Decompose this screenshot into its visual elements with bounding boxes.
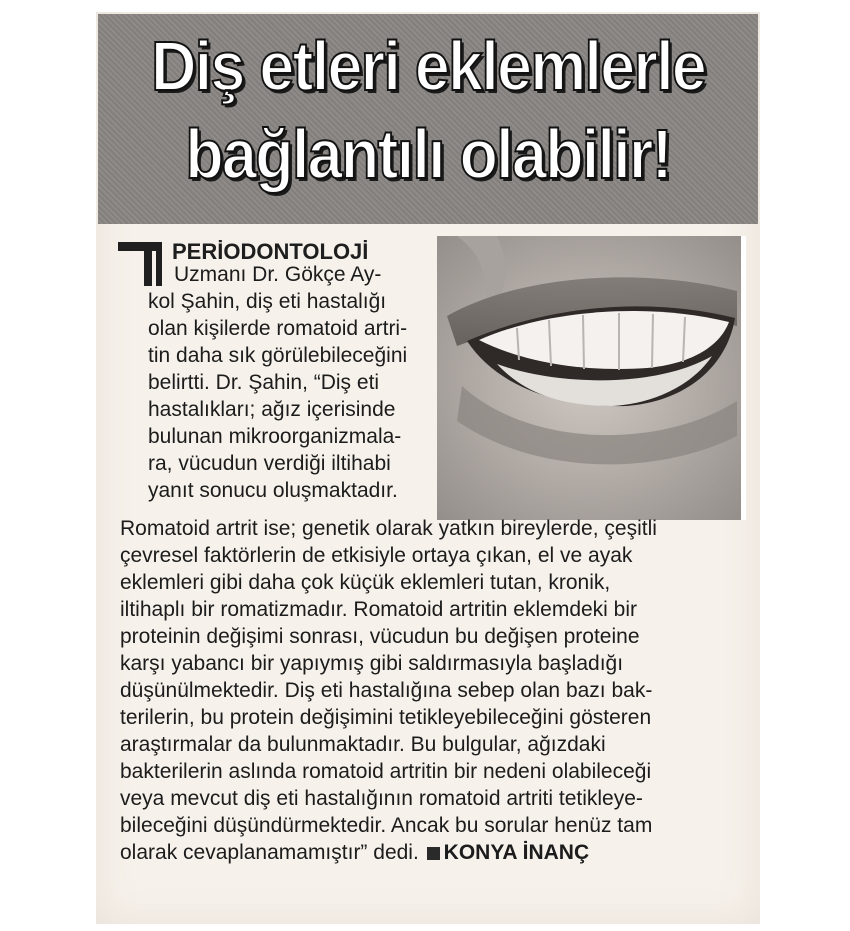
text-line-wide-10: bakterilerin aslında romatoid artritin bir nedeni olabileceği	[120, 760, 652, 783]
headline	[131, 22, 725, 198]
smile-photo	[437, 236, 741, 520]
text-line-narrow-7: bulunan mikroorganizmala-	[148, 425, 402, 448]
text-line-narrow-2: kol Şahin, diş eti hastalığı	[148, 290, 387, 313]
text-line-wide-5: proteinin değişimi sonrası, vücudun bu değişen proteine	[120, 625, 640, 648]
headline-line-1: Diş etleri eklemlerle	[150, 27, 706, 105]
text-line-wide-1: Romatoid artrit ise; genetik olarak yatkın bireylerde, çeşitli	[120, 517, 657, 540]
text-line-wide-6: karşı yabancı bir yapıymış gibi saldırmasıyla başladığı	[120, 652, 624, 675]
text-line-narrow-3: olan kişilerde romatoid artri-	[148, 317, 408, 340]
text-line-wide-12: bileceğini düşündürmektedir. Ancak bu sorular henüz tam	[120, 814, 653, 837]
text-line-wide-4: iltihaplı bir romatizmadır. Romatoid artritin eklemdeki bir	[120, 598, 638, 621]
byline-square-icon	[427, 847, 440, 860]
kicker: PERİODONTOLOJİ	[172, 239, 369, 264]
text-line-wide-8: terilerin, bu protein değişimini tetikleyebileceğini gösteren	[120, 706, 652, 729]
text-line-last	[120, 840, 589, 866]
text-line-narrow-9: yanıt sonucu oluşmaktadır.	[148, 479, 398, 502]
author-credit: KONYA İNANÇ	[443, 841, 590, 864]
smile-image	[437, 236, 741, 520]
text-line-wide-2: çevresel faktörlerin de etkisiyle ortaya çıkan, el ve ayak	[120, 544, 633, 567]
text-line-wide-9: araştırmalar da bulunmaktadır. Bu bulgular, ağızdaki	[120, 733, 606, 756]
text-line-narrow-6: hastalıkları; ağız içerisinde	[148, 398, 396, 421]
text-line-narrow-4: tin daha sık görülebileceğini	[148, 344, 408, 367]
section-mark-icon	[118, 242, 162, 286]
text-line-wide-7: düşünülmektedir. Diş eti hastalığına sebep olan bazı bak-	[120, 679, 653, 702]
headline-line-2: bağlantılı olabilir!	[185, 115, 671, 193]
text-line-narrow-1: Uzmanı Dr. Gökçe Ay-	[174, 263, 382, 286]
text-line-wide-11: veya mevcut diş eti hastalığının romatoid artriti tetikleye-	[120, 787, 643, 810]
text-line-narrow-5: belirtti. Dr. Şahin, “Diş eti	[148, 371, 380, 394]
closing-text: olarak cevaplanamamıştır” dedi.	[120, 841, 419, 864]
text-line-narrow-8: ra, vücudun verdiği iltihabi	[148, 452, 391, 475]
photo-edge	[741, 236, 746, 520]
text-line-wide-3: eklemleri gibi daha çok küçük eklemleri tutan, kronik,	[120, 571, 611, 594]
